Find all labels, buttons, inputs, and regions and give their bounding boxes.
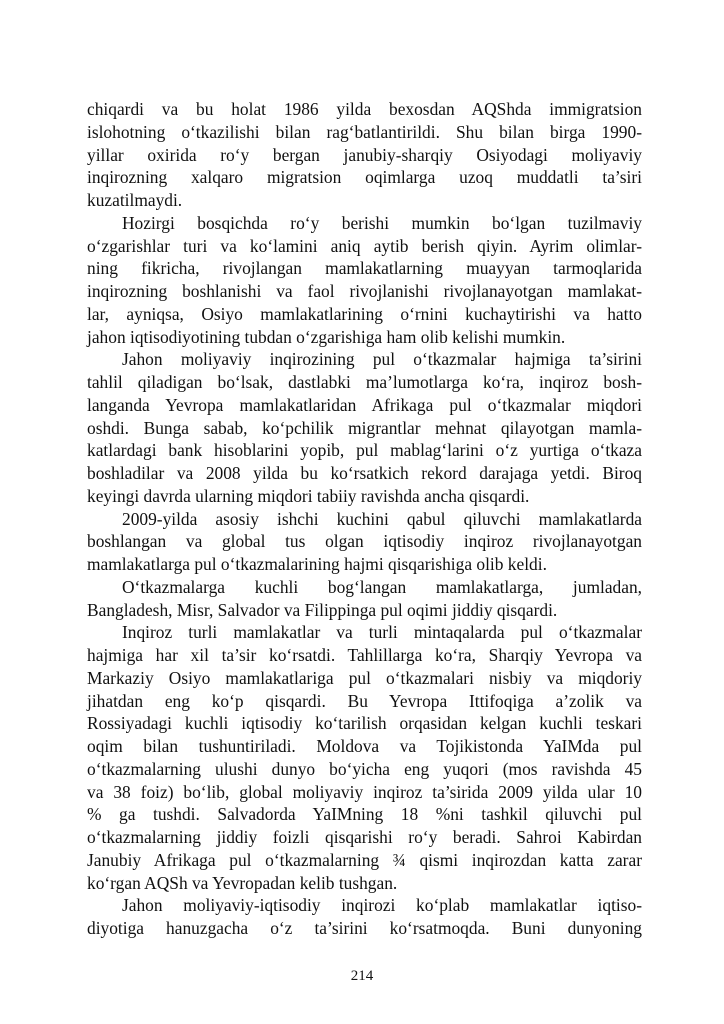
text-line: islohotning o‘tkazilishi bilan rag‘batlantirildi. Shu bilan birga 1990- bbox=[87, 121, 642, 142]
text-line: jahon iqtisodiyotining tubdan o‘zgarishiga ham olib kelishi mumkin. bbox=[87, 326, 566, 347]
page-number: 214 bbox=[350, 968, 374, 984]
text-line: Jahon moliyaviy-iqtisodiy inqirozi ko‘plab mamlakatlar iqtiso- bbox=[122, 895, 642, 916]
text-line: hajmiga har xil ta’sir ko‘rsatdi. Tahlillarga ko‘ra, Sharqiy Yevropa va bbox=[87, 645, 642, 665]
text-line: diyotiga hanuzgacha o‘z ta’sirini ko‘rsatmoqda. Buni dunyoning bbox=[87, 918, 642, 938]
paragraph bbox=[87, 212, 642, 349]
paragraph bbox=[87, 508, 642, 576]
text-line: oqim bilan tushuntiriladi. Moldova va Tojikistonda YaIMda pul bbox=[87, 736, 642, 756]
text-line: O‘tkazmalarga kuchli bog‘langan mamlakatlarga, jumladan, bbox=[122, 576, 642, 597]
text-line: o‘zgarishlar turi va ko‘lamini aniq aytib berish qiyin. Ayrim olimlar- bbox=[87, 235, 642, 256]
text-line: lar, ayniqsa, Osiyo mamlakatlarining o‘rnini kuchaytirishi va hatto bbox=[87, 303, 642, 324]
text-line: ning fikricha, rivojlangan mamlakatlarning muayyan tarmoqlarida bbox=[87, 258, 642, 279]
text-line: Inqiroz turli mamlakatlar va turli mintaqalarda pul o‘tkazmalar bbox=[122, 622, 642, 643]
text-line: Janubiy Afrikaga pul o‘tkazmalarning ¾ qismi inqirozdan katta zarar bbox=[87, 849, 642, 870]
text-line: chiqardi va bu holat 1986 yilda bexosdan AQShda immigratsion bbox=[87, 99, 642, 119]
text-line: boshladilar va 2008 yilda bu ko‘rsatkich rekord darajaga yetdi. Biroq bbox=[87, 463, 642, 483]
text-line: yillar oxirida ro‘y bergan janubiy-sharqiy Osiyodagi moliyaviy bbox=[87, 144, 642, 165]
text-line: kuzatilmaydi. bbox=[87, 190, 183, 210]
paragraph bbox=[87, 894, 642, 940]
text-line: jihatdan eng ko‘p qisqardi. Bu Yevropa Ittifoqiga a’zolik va bbox=[87, 690, 642, 711]
paragraph bbox=[87, 348, 642, 507]
text-line: boshlangan va global tus olgan iqtisodiy inqiroz rivojlanayotgan bbox=[87, 531, 642, 552]
text-line: katlardagi bank hisoblarini yopib, pul mablag‘larini o‘z yurtiga o‘tkaza bbox=[87, 440, 642, 461]
text-line: oshdi. Bunga sabab, ko‘pchilik migrantlar mehnat qilayotgan mamla- bbox=[87, 417, 642, 438]
text-line: Rossiyadagi kuchli iqtisodiy ko‘tarilish orqasidan kelgan kuchli teskari bbox=[87, 713, 642, 734]
paragraph bbox=[87, 621, 642, 894]
text-line: mamlakatlarga pul o‘tkazmalarining hajmi qisqarishiga olib keldi. bbox=[87, 554, 547, 574]
text-line: inqirozning boshlanishi va faol rivojlanishi rivojlanayotgan mamlakat- bbox=[87, 281, 642, 301]
text-line: o‘tkazmalarning jiddiy foizli qisqarishi ro‘y beradi. Sahroi Kabirdan bbox=[87, 827, 642, 847]
text-line: langanda Yevropa mamlakatlaridan Afrikaga pul o‘tkazmalar miqdori bbox=[87, 394, 642, 415]
text-line: Markaziy Osiyo mamlakatlariga pul o‘tkazmalari nisbiy va miqdoriy bbox=[87, 667, 642, 688]
paragraph bbox=[87, 576, 642, 622]
text-line: o‘tkazmalarning ulushi dunyo bo‘yicha eng yuqori (mos ravishda 45 bbox=[87, 758, 642, 779]
body-text bbox=[87, 98, 642, 940]
text-line: inqirozning xalqaro migratsion oqimlarga uzoq muddatli ta’siri bbox=[87, 167, 642, 188]
text-line: Hozirgi bosqichda ro‘y berishi mumkin bo‘lgan tuzilmaviy bbox=[122, 212, 642, 233]
text-line: % ga tushdi. Salvadorda YaIMning 18 %ni tashkil qiluvchi pul bbox=[87, 804, 642, 825]
text-line: Jahon moliyaviy inqirozining pul o‘tkazmalar hajmiga ta’sirini bbox=[122, 349, 642, 370]
text-line: Bangladesh, Misr, Salvador va Filippinga pul oqimi jiddiy qisqardi. bbox=[87, 599, 558, 620]
text-line: ko‘rgan AQSh va Yevropadan kelib tushgan. bbox=[87, 872, 398, 893]
text-line: tahlil qiladigan bo‘lsak, dastlabki ma’lumotlarga ko‘ra, inqiroz bosh- bbox=[87, 372, 642, 392]
text-line: 2009-yilda asosiy ishchi kuchini qabul qiluvchi mamlakatlarda bbox=[122, 508, 642, 529]
text-line: keyingi davrda ularning miqdori tabiiy ravishda ancha qisqardi. bbox=[87, 485, 530, 506]
text-line: va 38 foiz) bo‘lib, global moliyaviy inqiroz ta’sirida 2009 yilda ular 10 bbox=[87, 781, 642, 802]
paragraph bbox=[87, 98, 642, 212]
